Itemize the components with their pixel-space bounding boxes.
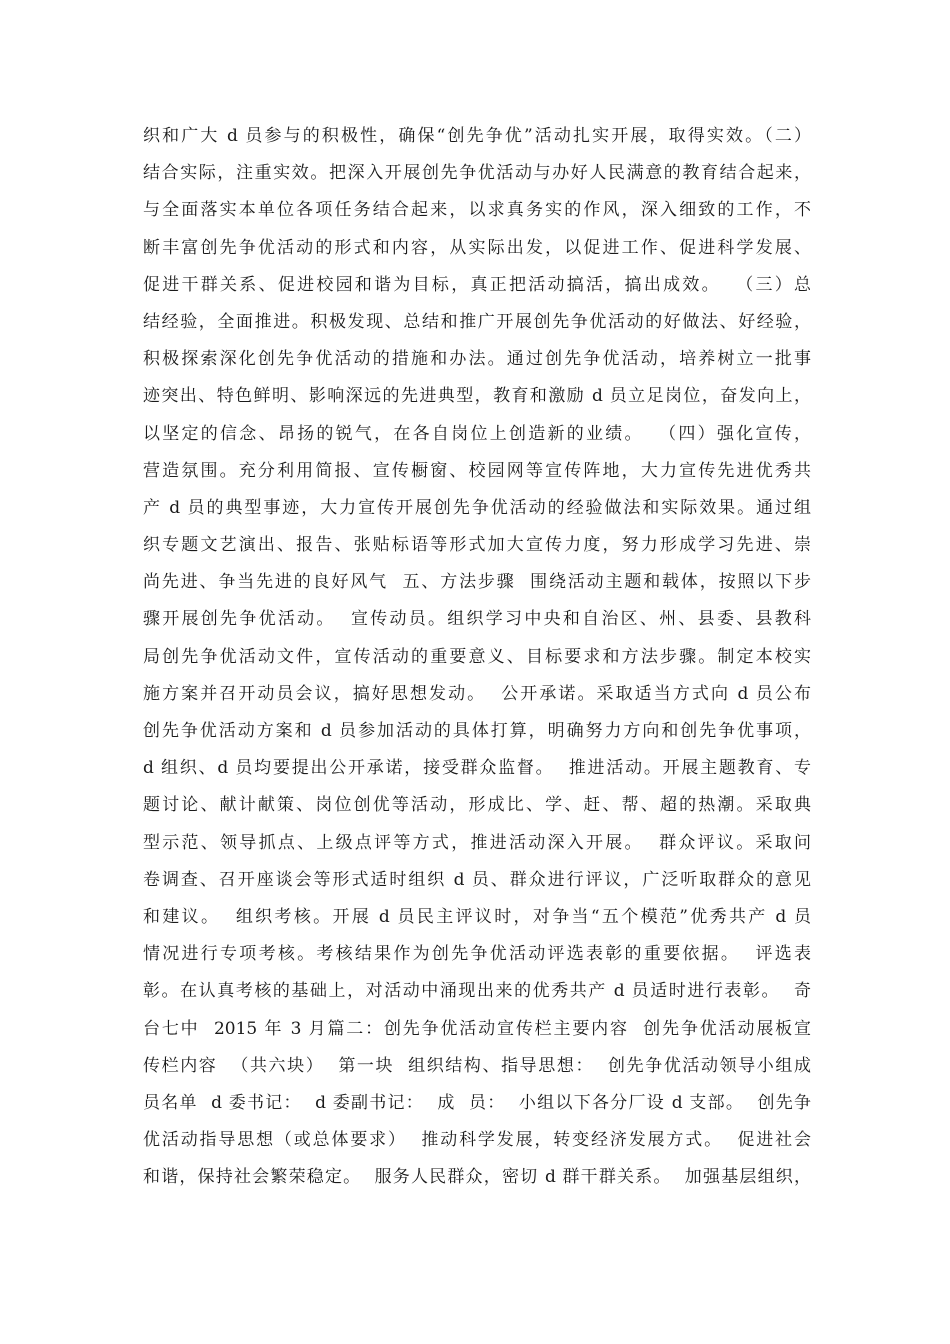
text-line: 积极探索深化创先争优活动的措施和办法。通过创先争优活动，培养树立一批事 xyxy=(143,349,811,370)
text-line: 结合实际，注重实效。把深入开展创先争优活动与办好人民满意的教育结合起来， xyxy=(143,163,811,184)
text-line: 以坚定的信念、昂扬的锐气，在各自岗位上创造新的业绩。 （四）强化宣传， xyxy=(143,423,811,444)
text-line: 织专题文艺演出、报告、张贴标语等形式加大宣传力度，努力形成学习先进、崇 xyxy=(143,535,811,556)
text-line: 型示范、领导抓点、上级点评等方式，推进活动深入开展。 群众评议。采取问 xyxy=(143,832,811,853)
text-line: 施方案并召开动员会议，搞好思想发动。 公开承诺。采取适当方式向 d 员公布 xyxy=(143,683,811,704)
text-line: 结经验，全面推进。积极发现、总结和推广开展创先争优活动的好做法、好经验， xyxy=(143,311,811,332)
text-line: 和建议。 组织考核。开展 d 员民主评议时，对争当“五个模范”优秀共产 d 员 xyxy=(143,906,811,927)
text-line: 卷调查、召开座谈会等形式适时组织 d 员、群众进行评议，广泛听取群众的意见 xyxy=(143,869,811,890)
text-line: 创先争优活动方案和 d 员参加活动的具体打算，明确努力方向和创先争优事项， xyxy=(143,721,811,741)
text-line: 题讨论、献计献策、岗位创优等活动，形成比、学、赶、帮、超的热潮。采取典 xyxy=(143,795,811,816)
text-line: 情况进行专项考核。考核结果作为创先争优活动评选表彰的重要依据。 评选表 xyxy=(143,944,811,965)
text-line: 迹突出、特色鲜明、影响深远的先进典型，教育和激励 d 员立足岗位，奋发向上， xyxy=(143,386,811,407)
text-line: 骤开展创先争优活动。 宣传动员。组织学习中央和自治区、州、县委、县教科 xyxy=(143,609,811,630)
text-line: 员名单 d 委书记： d 委副书记： 成 员： 小组以下各分厂设 d 支部。 创先争 xyxy=(143,1092,811,1113)
text-line: 尚先进、争当先进的良好风气 五、方法步骤 围绕活动主题和载体，按照以下步 xyxy=(143,572,811,593)
text-line: 产 d 员的典型事迹，大力宣传开展创先争优活动的经验做法和实际效果。通过组 xyxy=(143,497,811,518)
text-line: 局创先争优活动文件，宣传活动的重要意义、目标要求和方法步骤。制定本校实 xyxy=(143,646,811,667)
text-line: d 组织、d 员均要提出公开承诺，接受群众监督。 推进活动。开展主题教育、专 xyxy=(143,758,811,779)
text-line: 传栏内容 （共六块） 第一块 组织结构、指导思想： 创先争优活动领导小组成 xyxy=(143,1055,811,1076)
body-text xyxy=(143,118,811,1196)
text-line: 彰。在认真考核的基础上，对活动中涌现出来的优秀共产 d 员适时进行表彰。 奇 xyxy=(143,981,811,1002)
text-line: 营造氛围。充分利用简报、宣传橱窗、校园网等宣传阵地，大力宣传先进优秀共 xyxy=(143,460,811,481)
text-line: 断丰富创先争优活动的形式和内容，从实际出发，以促进工作、促进科学发展、 xyxy=(143,237,811,258)
text-line: 促进干群关系、促进校园和谐为目标，真正把活动搞活，搞出成效。 （三）总 xyxy=(143,274,811,295)
text-line: 台七中 2015 年 3 月篇二：创先争优活动宣传栏主要内容 创先争优活动展板宣 xyxy=(143,1018,811,1039)
text-line: 优活动指导思想（或总体要求） 推动科学发展，转变经济发展方式。 促进社会 xyxy=(143,1130,811,1151)
text-line: 织和广大 d 员参与的积极性，确保“创先争优”活动扎实开展，取得实效。（二） xyxy=(143,126,811,146)
text-line: 与全面落实本单位各项任务结合起来，以求真务实的作风，深入细致的工作，不 xyxy=(143,200,811,221)
text-line: 和谐，保持社会繁荣稳定。 服务人民群众，密切 d 群干群关系。 加强基层组织， xyxy=(143,1167,811,1188)
